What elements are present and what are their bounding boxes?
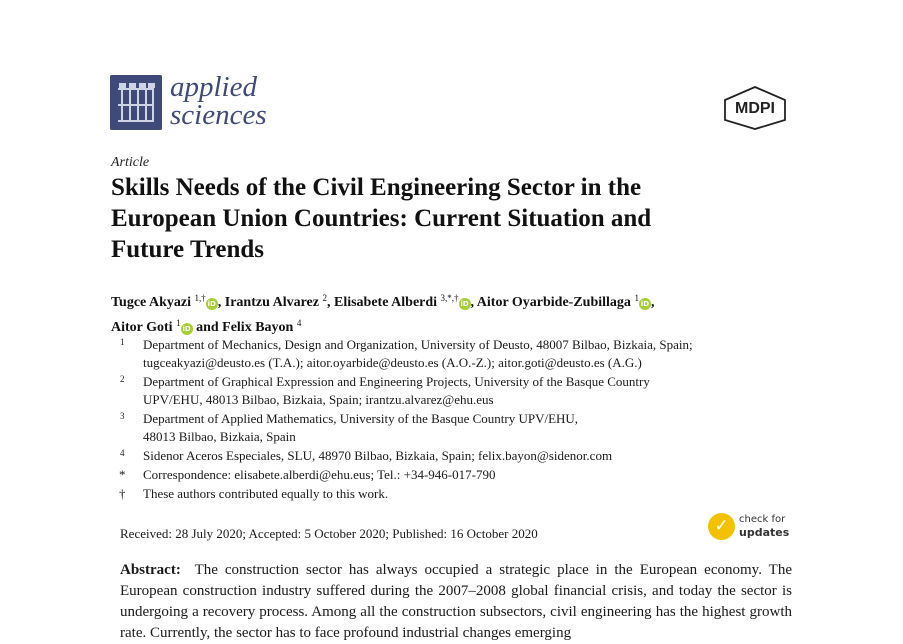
author-name: Aitor Goti (111, 320, 173, 335)
correspondence-mark: * (119, 467, 126, 482)
affiliation-item (111, 336, 801, 372)
affiliation-line: UPV/EHU, 48013 Bilbao, Bizkaia, Spain; irantzu.alvarez@ehu.eus (143, 392, 494, 407)
author-name: Felix Bayon (222, 320, 294, 335)
article-type: Article (111, 155, 150, 170)
orcid-icon[interactable]: iD (182, 325, 191, 333)
checkmark-icon: ✓ (708, 513, 735, 540)
affiliation-item (111, 373, 801, 409)
author[interactable] (334, 295, 471, 310)
author-separator: , (470, 295, 477, 310)
check-for-updates-badge[interactable] (708, 512, 798, 542)
affiliation-line: 48013 Bilbao, Bizkaia, Spain (143, 429, 296, 444)
author-list (111, 288, 801, 338)
author-name: Irantzu Alvarez (224, 295, 319, 310)
orcid-icon[interactable]: iD (640, 300, 650, 308)
publisher-logo (722, 86, 788, 130)
author[interactable] (222, 320, 301, 335)
updates-label: updates (739, 526, 790, 539)
author-name: Tugce Akyazi (111, 295, 191, 310)
affiliation-number: 2 (120, 374, 125, 384)
correspondence-line: Correspondence: elisabete.alberdi@ehu.eus; Tel.: +34-946-017-790 (143, 467, 496, 482)
affiliation-item (111, 447, 801, 465)
author-affil-mark: 4 (296, 318, 302, 328)
author-separator: , (650, 295, 655, 310)
journal-name (170, 73, 267, 129)
affiliation-line: Department of Applied Mathematics, University of the Basque Country UPV/EHU, (143, 411, 579, 426)
correspondence-item (111, 466, 801, 484)
author-affil-mark: 1,† (194, 293, 206, 303)
dagger-mark: † (119, 486, 126, 501)
journal-name-line1: applied (170, 71, 257, 103)
affiliation-line: Department of Graphical Expression and Engineering Projects, University of the Basque Country (143, 374, 650, 389)
author-separator: and (192, 320, 223, 335)
publication-dates: Received: 28 July 2020; Accepted: 5 October 2020; Published: 16 October 2020 (120, 526, 538, 541)
author-separator: , (217, 295, 225, 310)
title-line: European Union Countries: Current Situation and (111, 205, 652, 232)
check-for-label: check for (739, 514, 786, 525)
author[interactable] (111, 295, 218, 310)
affiliation-list (111, 336, 801, 504)
affiliation-line: Department of Mechanics, Design and Organization, University of Deusto, 48007 Bilbao, Bizkaia, Spain; (143, 337, 693, 352)
title-line: Skills Needs of the Civil Engineering Sector in the (111, 174, 642, 201)
journal-logo-icon (110, 75, 162, 130)
affiliation-line: tugceakyazi@deusto.es (T.A.); aitor.oyarbide@deusto.es (A.O.-Z.); aitor.goti@deusto.es (A.G.) (143, 355, 642, 370)
publisher-name: MDPI (735, 100, 775, 117)
author-affil-mark: 1 (634, 293, 639, 303)
author-name: Aitor Oyarbide-Zubillaga (476, 295, 631, 310)
title-line: Future Trends (111, 236, 265, 263)
affiliation-item (111, 410, 801, 446)
journal-logo (110, 71, 310, 131)
journal-name-line2: sciences (170, 99, 267, 131)
abstract-text: The construction sector has always occupied a strategic place in the European economy. The European construction industry suffered during the 2007–2008 global financial crisis, and today the sector is undergoing a recovery process. Among all the construction subsectors, civil engineering has the highest growth rate. Currently, the sector has to face profound industrial changes emerging (120, 562, 792, 641)
author-name: Elisabete Alberdi (333, 295, 438, 310)
abstract (120, 560, 792, 644)
equal-contribution-note: These authors contributed equally to this work. (143, 486, 389, 501)
orcid-icon[interactable]: iD (207, 300, 216, 308)
author-separator: , (326, 295, 334, 310)
abstract-label: Abstract: (120, 562, 181, 578)
mdpi-logo-icon (722, 86, 788, 130)
orcid-icon[interactable]: iD (460, 300, 469, 308)
author-affil-mark: 3,*,† (440, 293, 459, 303)
affiliation-number: 1 (120, 337, 125, 347)
affiliation-line: Sidenor Aceros Especiales, SLU, 48970 Bilbao, Bizkaia, Spain; felix.bayon@sidenor.com (143, 448, 613, 463)
author[interactable] (225, 295, 327, 310)
author-affil-mark: 1 (176, 318, 181, 328)
affiliation-number: 4 (120, 448, 125, 458)
author[interactable] (477, 295, 651, 310)
affiliation-number: 3 (120, 411, 125, 421)
author-affil-mark: 2 (322, 293, 327, 303)
equal-contribution-item (111, 485, 801, 503)
paper-title (111, 172, 801, 265)
